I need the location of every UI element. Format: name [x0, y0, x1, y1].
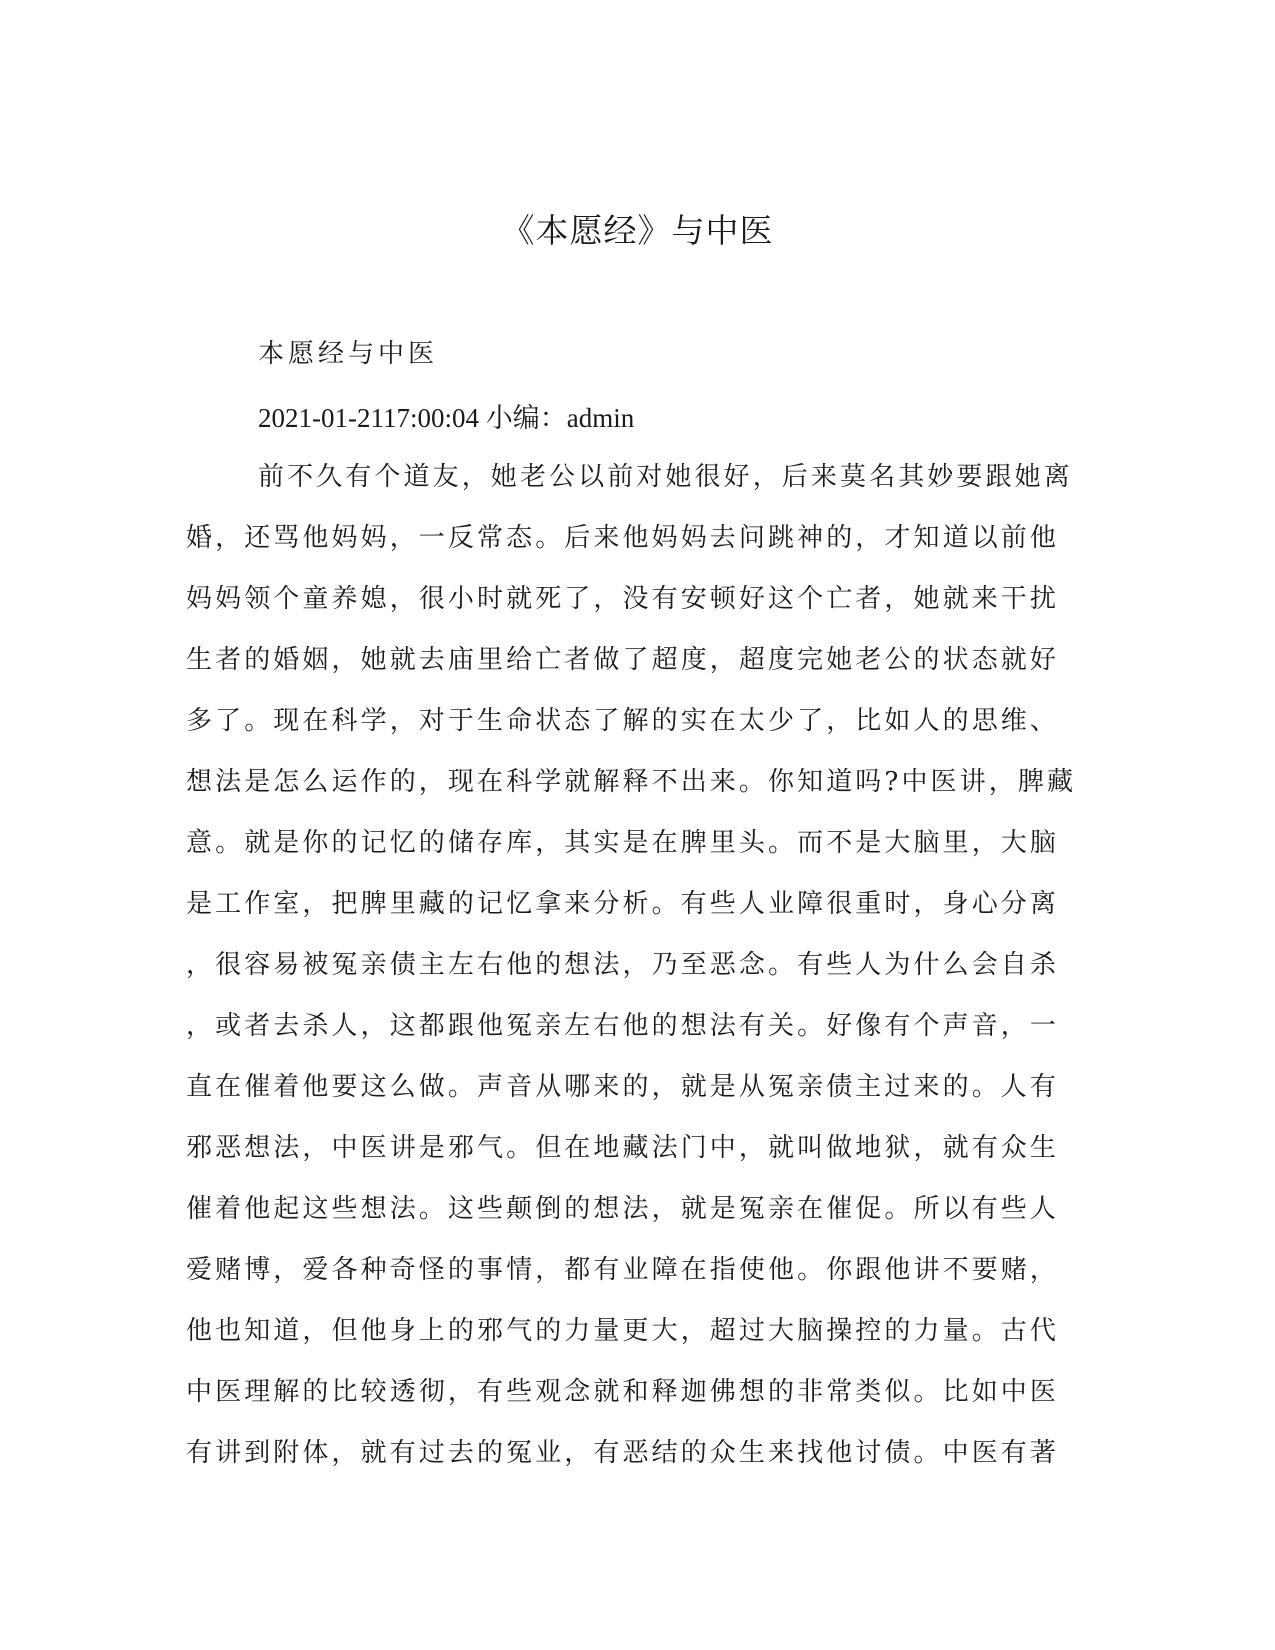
body-line: 生者的婚姻，她就去庙里给亡者做了超度，超度完她老公的状态就好 [186, 645, 1060, 675]
body-line: 中医理解的比较透彻，有些观念就和释迦佛想的非常类似。比如中医 [186, 1377, 1060, 1407]
body-line: 直在催着他要这么做。声音从哪来的，就是从冤亲债主过来的。人有 [186, 1072, 1060, 1102]
body-line: 催着他起这些想法。这些颠倒的想法，就是冤亲在催促。所以有些人 [186, 1194, 1060, 1224]
body-line: 爱赌博，爱各种奇怪的事情，都有业障在指使他。你跟他讲不要赌， [186, 1255, 1060, 1285]
body-line: 多了。现在科学，对于生命状态了解的实在太少了，比如人的思维、 [186, 706, 1060, 736]
body-line: 意。就是你的记忆的储存库，其实是在脾里头。而不是大脑里，大脑 [186, 828, 1060, 858]
article-meta: 2021-01-2117:00:04 小编：admin [258, 403, 635, 433]
body-line: 婚，还骂他妈妈，一反常态。后来他妈妈去问跳神的，才知道以前他 [186, 523, 1060, 553]
article-subtitle: 本愿经与中医 [258, 339, 439, 369]
body-line: 前不久有个道友，她老公以前对她很好，后来莫名其妙要跟她离 [258, 462, 1073, 492]
article-body [186, 447, 1088, 1484]
body-line: ，很容易被冤亲债主左右他的想法，乃至恶念。有些人为什么会自杀 [186, 950, 1060, 980]
body-line: ，或者去杀人，这都跟他冤亲左右他的想法有关。好像有个声音，一 [186, 1011, 1060, 1041]
body-line: 邪恶想法，中医讲是邪气。但在地藏法门中，就叫做地狱，就有众生 [186, 1133, 1060, 1163]
body-line: 妈妈领个童养媳，很小时就死了，没有安顿好这个亡者，她就来干扰 [186, 584, 1060, 614]
body-line: 有讲到附体，就有过去的冤业，有恶结的众生来找他讨债。中医有著 [186, 1438, 1060, 1468]
document-title: 《本愿经》与中医 [501, 211, 774, 250]
body-line: 想法是怎么运作的，现在科学就解释不出来。你知道吗?中医讲，脾藏 [186, 767, 1077, 797]
body-line: 他也知道，但他身上的邪气的力量更大，超过大脑操控的力量。古代 [186, 1316, 1060, 1346]
body-line: 是工作室，把脾里藏的记忆拿来分析。有些人业障很重时，身心分离 [186, 889, 1060, 919]
